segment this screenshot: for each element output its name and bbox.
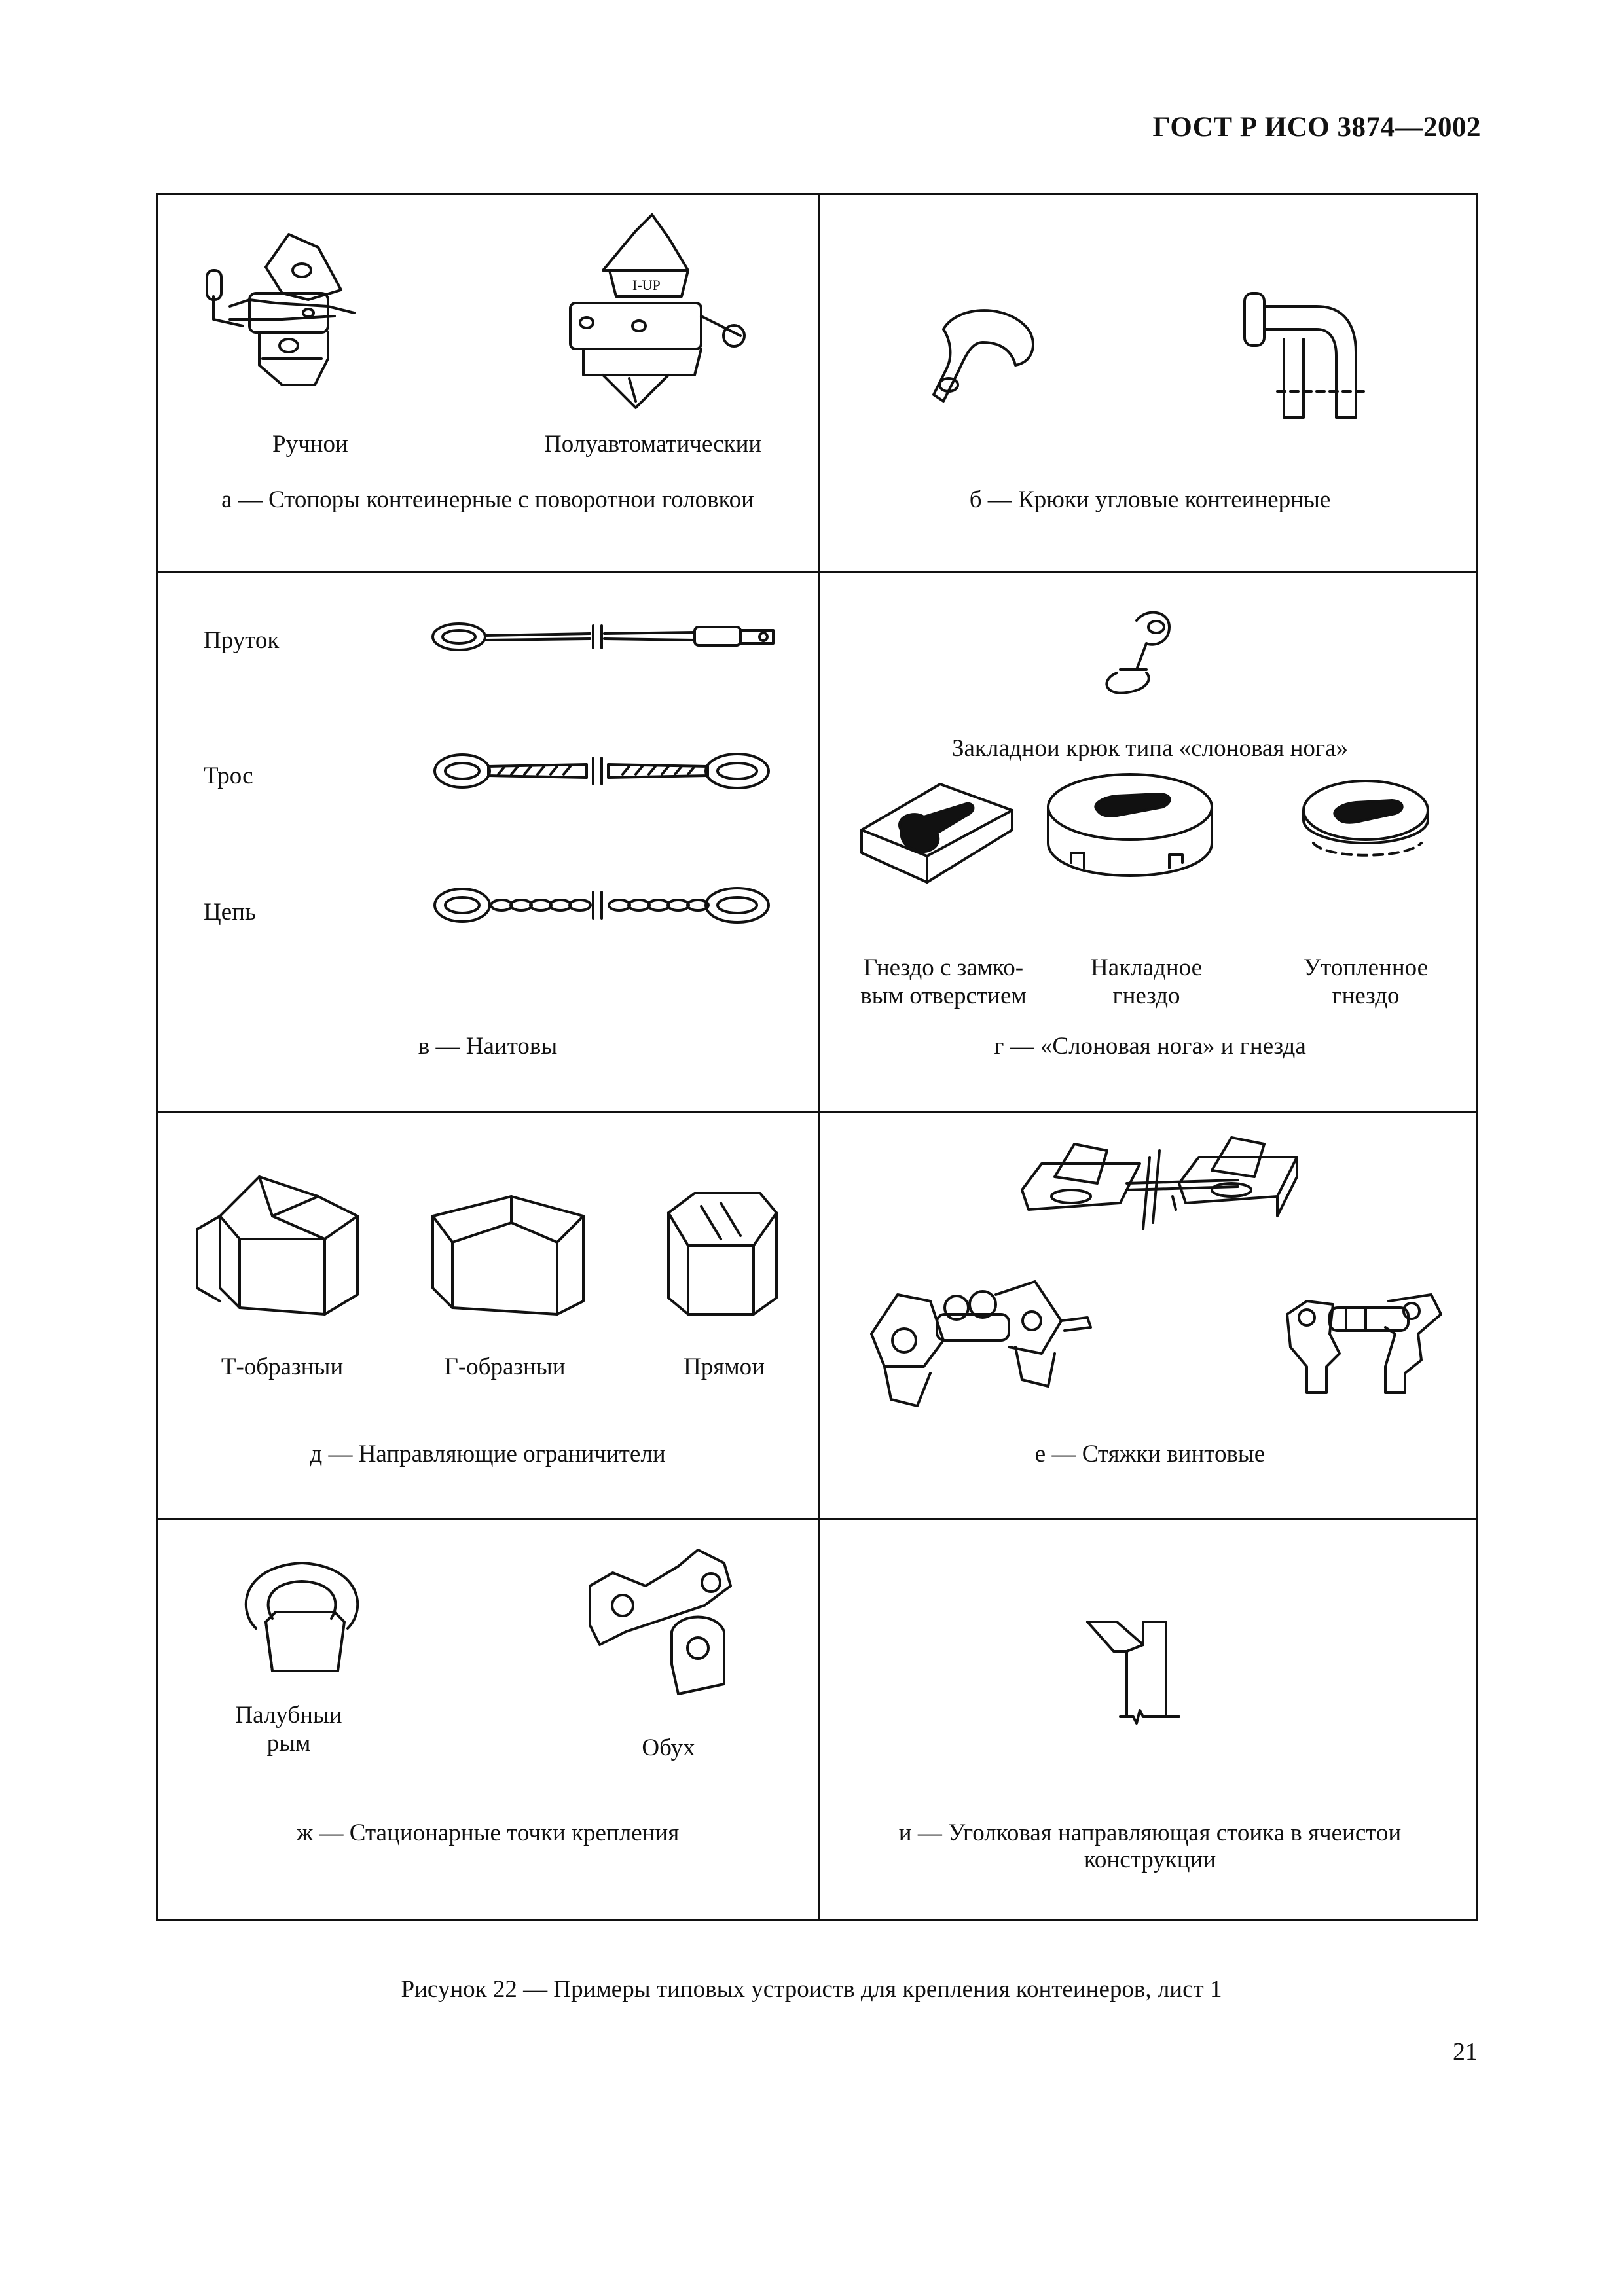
page-number: 21	[1453, 2038, 1478, 2066]
figure-table	[156, 193, 1478, 1921]
cell-b-caption: б — Крюки угловые контеинерные	[969, 486, 1331, 513]
row-divider	[158, 1111, 1476, 1113]
deck-ring-label-line1: Палубныи	[235, 1702, 342, 1729]
keyhole-socket-label-line2: вым отверстием	[860, 982, 1027, 1009]
t-guide-label: Т-образныи	[221, 1354, 344, 1380]
t-guide-icon	[194, 1177, 364, 1327]
straight-guide-icon	[655, 1187, 780, 1324]
flush-socket-label-line2: гнездо	[1332, 982, 1400, 1009]
cell-g-caption: г — «Слоновая нога» и гнезда	[994, 1033, 1306, 1060]
straight-guide-label: Прямои	[684, 1354, 765, 1380]
flush-socket-icon	[1300, 778, 1431, 869]
elephant-foot-hook-icon	[1101, 607, 1179, 699]
manual-twistlock-label: Ручнои	[272, 431, 348, 457]
deck-ring-label-line2: рым	[266, 1730, 311, 1757]
keyhole-socket-label-line1: Гнездо с замко-	[863, 954, 1024, 981]
svg-text:I-UP: I-UP	[632, 277, 661, 293]
wire-rope-lashing-icon	[433, 748, 780, 794]
l-guide-icon	[426, 1190, 590, 1327]
cell-i-caption-line2: конструкции	[1084, 1846, 1216, 1873]
semi-automatic-twistlock-label: Полуавтоматическии	[544, 431, 762, 457]
chain-lashing-label: Цепь	[204, 899, 256, 925]
raised-socket-icon	[1045, 771, 1215, 882]
manual-twistlock-icon	[204, 228, 354, 398]
elephant-foot-hook-label: Закладнои крюк типа «слоновая нога»	[951, 735, 1349, 762]
bridge-fitting-icon	[1022, 1138, 1349, 1242]
l-guide-label: Г-образныи	[444, 1354, 566, 1380]
cell-a-caption: а — Стопоры контеинерные с поворотнои головкои	[221, 486, 754, 513]
rod-lashing-label: Пруток	[204, 627, 280, 654]
lashing-eye-plate-label: Обух	[642, 1734, 695, 1761]
chain-lashing-icon	[433, 882, 780, 928]
figure-caption: Рисунок 22 — Примеры типовых устроиств для крепления контеинеров, лист 1	[401, 1976, 1222, 2003]
keyhole-socket-icon	[855, 784, 1019, 889]
raised-socket-label-line2: гнездо	[1112, 982, 1180, 1009]
cell-e-caption: е — Стяжки винтовые	[1034, 1441, 1266, 1467]
rod-lashing-icon	[433, 614, 780, 660]
corner-hook-icon	[930, 303, 1048, 408]
screw-clamp-small-icon	[1281, 1288, 1444, 1399]
corner-hook-bolted-icon	[1245, 280, 1376, 424]
document-header: ГОСТ Р ИСО 3874—2002	[1152, 112, 1481, 143]
cell-v-caption: в — Наитовы	[418, 1033, 558, 1060]
deck-ring-icon	[236, 1556, 367, 1681]
lashing-eye-plate-icon	[587, 1547, 750, 1710]
screw-clamp-icon	[858, 1268, 1094, 1419]
angle-guide-post-icon	[1087, 1619, 1186, 1723]
semi-automatic-twistlock-icon	[564, 211, 747, 414]
raised-socket-label-line1: Накладное	[1090, 954, 1202, 981]
cell-d-caption: д — Направляющие ограничители	[310, 1441, 666, 1467]
flush-socket-label-line1: Утопленное	[1303, 954, 1429, 981]
row-divider	[158, 1518, 1476, 1520]
row-divider	[158, 571, 1476, 573]
wire-rope-lashing-label: Трос	[204, 762, 253, 789]
cell-i-caption-line1: и — Уголковая направляющая стоика в ячеистои	[898, 1820, 1402, 1846]
cell-zh-caption: ж — Стационарные точки крепления	[296, 1820, 680, 1846]
